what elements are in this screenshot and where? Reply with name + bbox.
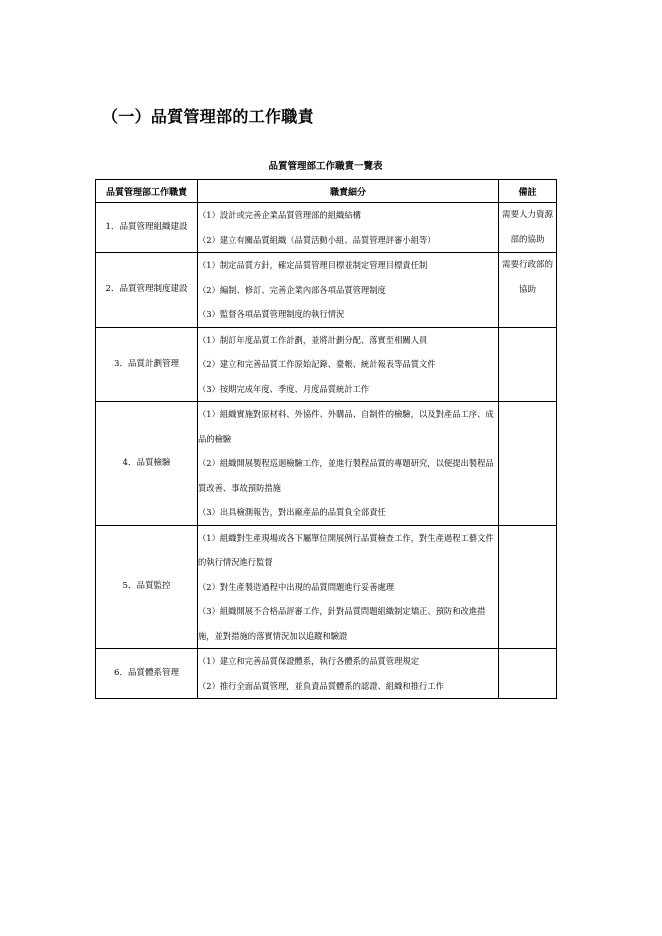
duty-details [198, 649, 499, 699]
column-header-duty: 品質管理部工作職責 [96, 180, 198, 203]
detail-item: （1）建立和完善品質保證體系，執行各體系的品質管理規定 [198, 656, 419, 666]
detail-item: （1）制訂年度品質工作計劃，並將計劃分配、落實至相關人員 [198, 334, 428, 345]
column-header-remark: 備註 [499, 180, 557, 203]
duty-details [198, 402, 499, 526]
detail-item: （1）組織實施對原材料、外協件、外購品、自制件的檢驗，以及對產品工序、成品的檢驗 [198, 409, 494, 444]
detail-item: （2）編制、修訂、完善企業內部各項品質管理制度 [198, 284, 386, 295]
duty-details [198, 525, 499, 649]
page-heading: （一）品質管理部的工作職責 [102, 107, 314, 126]
detail-item: （2）推行全面品質管理，並負責品質體系的認證、組織和推行工作 [198, 680, 444, 691]
table-row [96, 525, 557, 649]
duty-remark [499, 649, 557, 699]
duty-name: 3．品質計劃管理 [96, 327, 198, 402]
detail-item: （3）出具檢測報告，對出廠產品的品質負全部責任 [198, 507, 386, 517]
duty-details [198, 327, 499, 402]
duty-table [95, 179, 557, 699]
table-caption: 品質管理部工作職責一覽表 [268, 161, 383, 172]
detail-item: （3）監督各項品質管理制度的執行情況 [198, 309, 345, 319]
detail-item: （1）組織對生產現場或各下屬單位開展例行品質檢查工作，對生產過程工藝文件的執行情況進行監督 [198, 532, 494, 567]
detail-item: （2）建立和完善品質工作原始記錄、臺帳、統計報表等品質文件 [198, 359, 436, 369]
table-row [96, 327, 557, 402]
duty-name: 4．品質檢驗 [96, 402, 198, 526]
duty-name: 5．品質監控 [96, 525, 198, 649]
duty-name: 1．品質管理組織建設 [96, 203, 198, 253]
table-row [96, 402, 557, 526]
detail-item: （3）按期完成年度、季度、月度品質統計工作 [198, 383, 370, 394]
table-row [96, 253, 557, 328]
detail-item: （2）對生產製造過程中出現的品質問題進行妥善處理 [198, 581, 395, 592]
detail-item: （3）組織開展不合格品評審工作，針對品質問題組織制定矯正、預防和改進措施，並對措施的落實情況加以追蹤和驗證 [198, 606, 486, 641]
duty-remark: 需要人力資源部的協助 [499, 203, 557, 253]
table-row [96, 649, 557, 699]
detail-item: （1）設計或完善企業品質管理部的組織結構 [198, 210, 361, 220]
detail-item: （2）組織開展製程巡迴檢驗工作，並進行製程品質的專題研究，以便提出製程品質改善、事故預防措施 [198, 458, 494, 493]
table-header-row [96, 180, 557, 203]
column-header-detail: 職責細分 [198, 180, 499, 203]
detail-item: （1）制定品質方針，確定品質管理目標並制定管理目標責任制 [198, 260, 428, 270]
duty-details [198, 253, 499, 328]
duty-name: 2．品質管理制度建設 [96, 253, 198, 328]
duty-remark [499, 402, 557, 526]
duty-remark [499, 525, 557, 649]
table-row [96, 203, 557, 253]
duty-name: 6．品質體系管理 [96, 649, 198, 699]
duty-details [198, 203, 499, 253]
duty-remark: 需要行政部的協助 [499, 253, 557, 328]
duty-remark [499, 327, 557, 402]
detail-item: （2）建立有關品質組織（品質活動小組、品質管理評審小組等） [198, 234, 436, 245]
